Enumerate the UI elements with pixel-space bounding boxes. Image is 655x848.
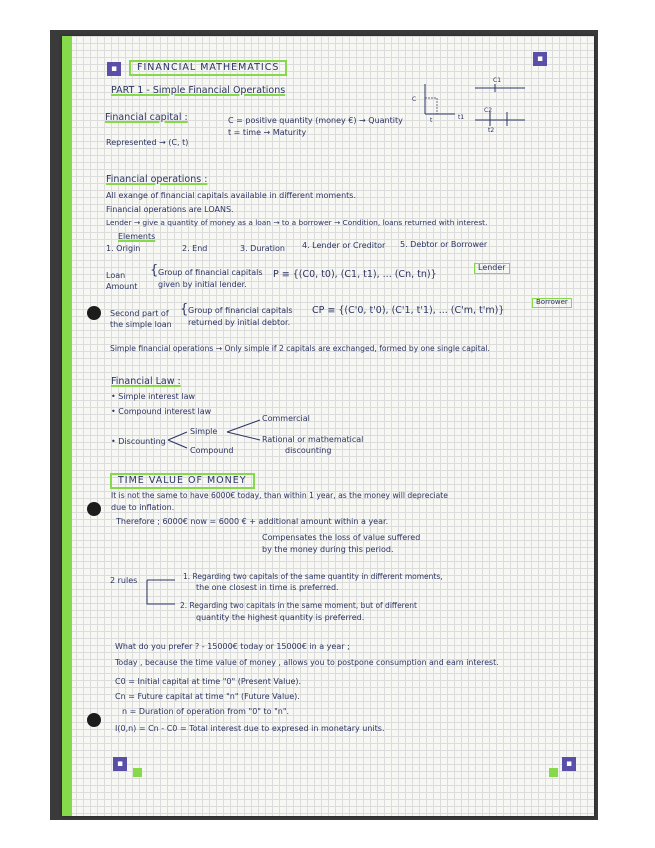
punch-hole	[87, 713, 101, 727]
law-rational: Rational or mathematical	[262, 435, 364, 444]
elements-heading: Elements	[118, 232, 156, 241]
tvm-paragraph-1: It is not the same to have 6000€ today, than within 1 year, as the money will depreciate	[111, 491, 448, 500]
law-commercial: Commercial	[262, 414, 310, 423]
definition-cn: Cn = Future capital at time "n" (Future Value).	[115, 692, 300, 701]
definition-n: n = Duration of operation from "0" to "n".	[122, 707, 290, 716]
corner-logo-icon: ▪	[562, 757, 576, 771]
financial-capital-heading: Financial capital :	[105, 112, 188, 123]
loan-group-2: given by initial lender.	[158, 280, 247, 289]
answer-line: Today , because the time value of money , allows you to postpone consumption and earn interest.	[115, 658, 499, 667]
rule-2b: quantity the highest quantity is preferred.	[196, 613, 365, 622]
element-3: 3. Duration	[240, 244, 285, 253]
diagram-c1-label: C1	[493, 77, 502, 84]
financial-operations-heading: Financial operations :	[106, 174, 208, 185]
element-2: 2. End	[182, 244, 208, 253]
law-discounting: discounting	[285, 446, 332, 455]
second-group-1: Group of financial capitals	[188, 306, 293, 315]
capital-timeline-diagram	[415, 76, 545, 146]
financial-law-heading: Financial Law :	[111, 376, 181, 387]
compensates-line-2: by the money during this period.	[262, 545, 394, 554]
law-arrows	[165, 418, 265, 454]
lender-tag: Lender	[474, 263, 510, 274]
rule-1a: 1. Regarding two capitals of the same quantity in different moments,	[183, 572, 443, 581]
element-1: 1. Origin	[106, 244, 141, 253]
time-definition: t = time → Maturity	[228, 128, 307, 137]
diagram-c-label: C	[412, 96, 417, 103]
definition-interest: I(0,n) = Cn - C0 = Total interest due to expresed in monetary units.	[115, 724, 385, 733]
operations-line-3: Lender → give a quantity of money as a loan → to a borrower → Condition, loans returned with interest.	[106, 218, 488, 227]
corner-logo-icon: ▪	[533, 52, 547, 66]
element-4: 4. Lender or Creditor	[302, 241, 386, 250]
diagram-t1-label: t1	[458, 114, 465, 121]
rules-arrows	[145, 572, 181, 612]
diagram-t2-label: t2	[488, 127, 495, 134]
rule-2a: 2. Regarding two capitals in the same moment, but of different	[180, 601, 417, 610]
diagram-t-label: t	[430, 117, 433, 124]
therefore-line: Therefore ; 6000€ now = 6000 € + additional amount within a year.	[116, 517, 389, 526]
time-value-heading: TIME VALUE OF MONEY	[110, 473, 255, 489]
amount-label: Amount	[106, 282, 138, 291]
second-group-2: returned by initial debtor.	[188, 318, 291, 327]
capital-definition: C = positive quantity (money €) → Quantity	[228, 116, 403, 125]
diagram-c2-label: C2	[484, 107, 493, 114]
two-rules-label: 2 rules	[110, 576, 138, 585]
punch-hole	[87, 306, 101, 320]
green-square-icon	[133, 768, 142, 777]
tvm-paragraph-2: due to inflation.	[111, 503, 175, 512]
operations-line-2: Financial operations are LOANS.	[106, 205, 234, 214]
loan-label: Loan	[106, 271, 126, 280]
law-item-3: • Discounting	[111, 437, 166, 446]
brace-icon: {	[180, 302, 189, 317]
definition-c0: C0 = Initial capital at time "0" (Present Value).	[115, 677, 302, 686]
page-title: FINANCIAL MATHEMATICS	[129, 60, 287, 76]
loan-formula: P ≡ {(C0, t0), (C1, t1), ... (Cn, tn)}	[273, 269, 437, 280]
law-compound: Compound	[190, 446, 234, 455]
punch-hole	[87, 502, 101, 516]
second-formula: CP ≡ {(C'0, t'0), (C'1, t'1), ... (C'm, t'm)}	[312, 305, 505, 316]
represented-line: Represented → (C, t)	[106, 138, 189, 147]
law-item-1: • Simple interest law	[111, 392, 196, 401]
law-simple: Simple	[190, 427, 218, 436]
compensates-line-1: Compensates the loss of value suffered	[262, 533, 421, 542]
element-5: 5. Debtor or Borrower	[400, 240, 488, 249]
brace-icon: {	[150, 263, 159, 278]
loan-group-1: Group of financial capitals	[158, 268, 263, 277]
part-heading: PART 1 - Simple Financial Operations	[111, 85, 286, 96]
corner-logo-icon: ▪	[113, 757, 127, 771]
law-item-2: • Compound interest law	[111, 407, 212, 416]
simple-loan-label: the simple loan	[110, 320, 172, 329]
green-square-icon	[549, 768, 558, 777]
question-line: What do you prefer ? - 15000€ today or 15000€ in a year ;	[115, 642, 350, 651]
green-margin-bar	[62, 36, 72, 816]
borrower-tag: Borrower	[532, 298, 572, 308]
simple-operations-line: Simple financial operations → Only simple if 2 capitals are exchanged, formed by one single capital.	[110, 344, 490, 353]
corner-logo-icon: ▪	[107, 62, 121, 76]
second-part-label: Second part of	[110, 309, 169, 318]
rule-1b: the one closest in time is preferred.	[196, 583, 339, 592]
operations-line-1: All exange of financial capitals available in different moments.	[106, 191, 357, 200]
